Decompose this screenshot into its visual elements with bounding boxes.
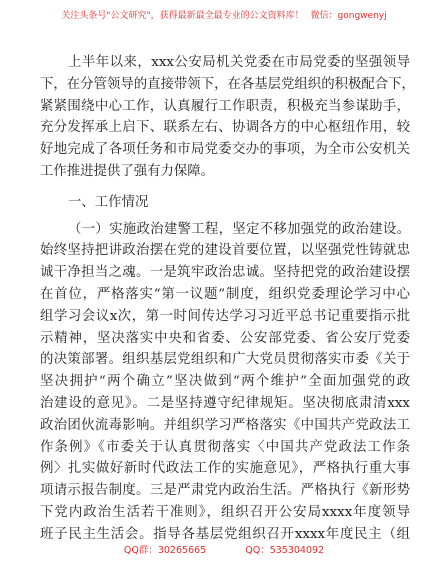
text-line: 示精神，坚决落实中央和省委、公安部党委、省公安厅党委 — [40, 330, 410, 346]
text-line: 好地完成了各项任务和市局党委交办的事项，为全市公安机关 — [40, 142, 410, 158]
text-line: 坚决拥护“两个确立”坚决做到“两个维护”全面加强党的政 — [40, 374, 410, 390]
text-line: 下，在分管领导的直接带领下，在各基层党组织的积极配合下， — [40, 76, 415, 92]
intro-paragraph — [40, 52, 415, 183]
text-line: （一）实施政治建警工程，坚定不移加强党的政治建设。 — [68, 221, 410, 237]
header-banner-text: 关注头条号"公文研究"，获得最新最全最专业的公文资料库！ — [61, 11, 304, 21]
text-line: 组学习会议x次，第一时间传达学习习近平总书记重要指示批 — [40, 308, 410, 324]
header-banner — [0, 10, 448, 22]
text-line: 充分发挥承上启下、联系左右、协调各方的中心枢纽作用，较 — [40, 120, 410, 136]
text-line: 紧紧围绕中心工作，认真履行工作职责，积极充当参谋助手， — [40, 98, 410, 114]
section-paragraph — [40, 219, 410, 546]
text-line: 治建设的意见》。二是坚持遵守纪律规矩。坚决彻底肃清xxx — [40, 395, 410, 411]
text-line: 始终坚持把讲政治摆在党的建设首要位置，以坚强党性铸就忠 — [40, 243, 410, 259]
section-heading: 一、工作情况 — [68, 194, 149, 210]
header-wechat-text: 微信：gongwenyj — [310, 11, 387, 21]
text-line: 项请示报告制度。三是严肃党内政治生活。严格执行《新形势 — [40, 483, 410, 499]
text-line: 下党内政治生活若干准则》，组织召开公安局xxxx年度领导 — [40, 504, 410, 520]
footer-qq-group: QQ群：30265665 — [123, 545, 207, 556]
text-line: 在首位，严格落实“第一议题”制度，组织党委理论学习中心 — [40, 286, 410, 302]
text-line: 例〉扎实做好新时代政法工作的实施意见》，严格执行重大事 — [40, 461, 410, 477]
text-line: 工作推进提供了强有力保障。 — [40, 163, 215, 179]
document-body — [40, 52, 415, 546]
text-line: 作条例》《市委关于认真贯彻落实〈中国共产党政法工作条 — [40, 439, 410, 455]
text-line: 的决策部署。组织基层党组织和广大党员贯彻落实市委《关于 — [40, 352, 410, 368]
text-line: 班子民主生活会。指导各基层党组织召开xxxx年度民主（组 — [40, 526, 410, 542]
text-line: 诚干净担当之魂。一是筑牢政治忠诚。坚持把党的政治建设摆 — [40, 265, 410, 281]
footer-qq: QQ：535304092 — [245, 545, 325, 556]
text-line: 政治团伙流毒影响。并组织学习严格落实《中国共产党政法工 — [40, 417, 410, 433]
text-line: 上半年以来，xxx公安局机关党委在市局党委的坚强领导 — [68, 55, 410, 70]
footer-banner — [0, 545, 448, 557]
